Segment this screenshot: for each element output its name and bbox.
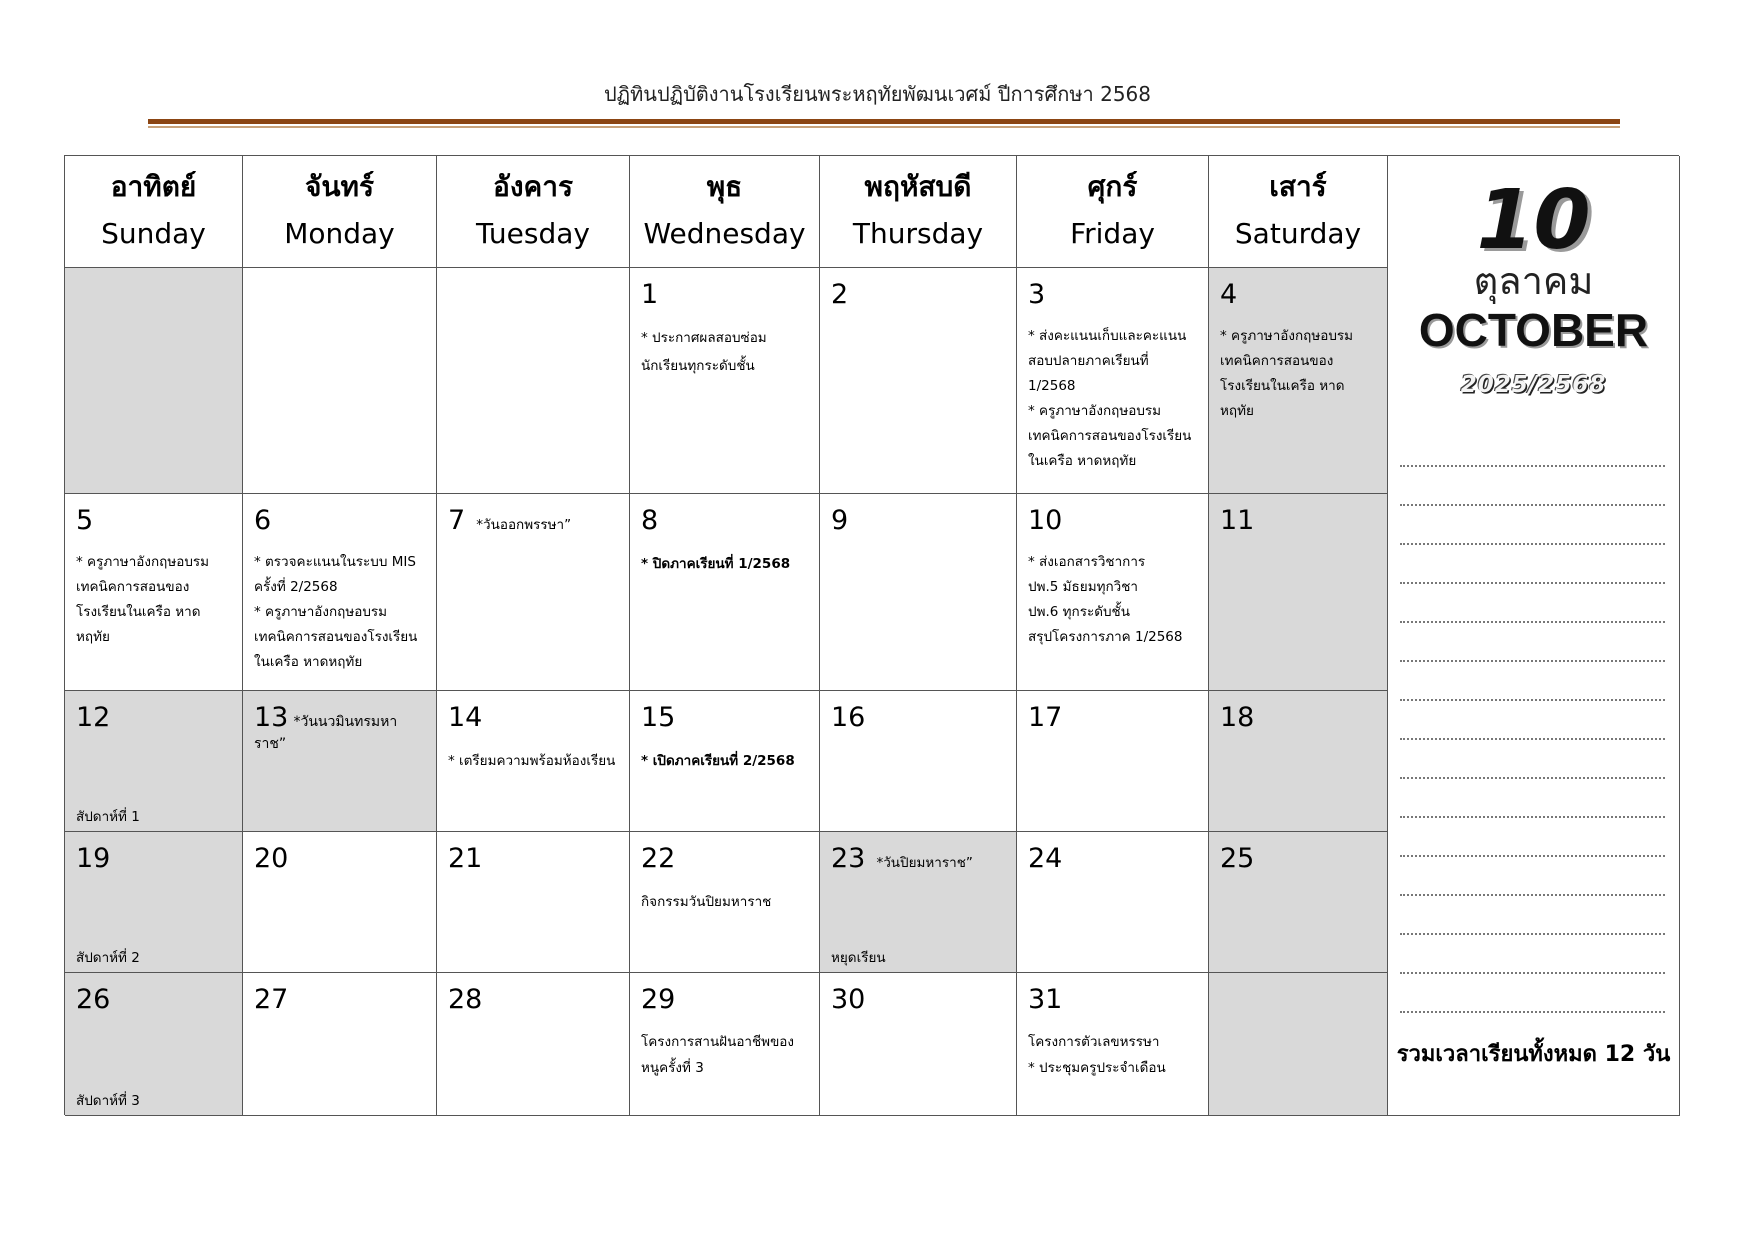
day-notes: * ปิดภาคเรียนที่ 1/2568: [641, 556, 791, 572]
empty-day-cell: [243, 268, 437, 494]
day-cell-11: [1209, 494, 1388, 691]
page-title: ปฏิทินปฏิบัติงานโรงเรียนพระหฤทัยพัฒนเวศม์ ปีการศึกษา 2568: [603, 82, 1151, 106]
day-notes: * ส่งคะแนนเก็บและคะแนน สอบปลายภาคเรียนที่ 1/2568 * ครูภาษาอังกฤษอบรม เทคนิคการสอนของโรงเรียน ในเครือ หาดหฤทัย: [1028, 328, 1192, 469]
day-cell-27: [243, 973, 437, 1116]
dotted-line: [1400, 623, 1665, 662]
dotted-line: [1400, 428, 1665, 467]
day-cell-6: [243, 494, 437, 691]
day-cell-21: [437, 832, 630, 973]
day-cell-12: [65, 691, 243, 832]
weekday-th: พุธ: [706, 169, 743, 203]
day-number: 20: [254, 843, 289, 874]
day-number: 12: [76, 702, 111, 733]
month-number: 10: [1476, 173, 1591, 268]
year-label: 2025/2568: [1460, 372, 1607, 398]
empty-day-cell: [65, 268, 243, 494]
weekday-en: Saturday: [1234, 216, 1362, 250]
day-cell-15: [630, 691, 820, 832]
weekday-en: Tuesday: [476, 216, 590, 250]
day-number: 25: [1220, 843, 1255, 874]
empty-day-cell: [1209, 973, 1388, 1116]
day-cell-14: [437, 691, 630, 832]
day-cell-10: [1017, 494, 1209, 691]
day-cell-26: [65, 973, 243, 1116]
day-number: 7: [448, 505, 466, 536]
day-number: 23: [831, 843, 866, 874]
day-notes: * เปิดภาคเรียนที่ 2/2568: [641, 753, 795, 769]
day-number: 9: [831, 505, 849, 536]
day-notes: โครงการสานฝันอาชีพของ หนูครั้งที่ 3: [641, 1034, 794, 1076]
day-number: 16: [831, 702, 866, 733]
day-cell-7: [437, 494, 630, 691]
day-number: 14: [448, 702, 483, 733]
day-cell-29: [630, 973, 820, 1116]
day-notes: * ครูภาษาอังกฤษอบรม เทคนิคการสอนของ โรงเรียนในเครือ หาดหฤทัย: [1220, 328, 1354, 419]
empty-day-cell: [437, 268, 630, 494]
day-number: 19: [76, 843, 111, 874]
header-tuesday: [437, 156, 630, 268]
day-cell-16: [820, 691, 1017, 832]
day-number: 4: [1220, 279, 1238, 310]
day-number: 10: [1028, 505, 1063, 536]
day-number: 30: [831, 984, 866, 1015]
day-cell-28: [437, 973, 630, 1116]
weekday-th: จันทร์: [304, 169, 375, 203]
day-number: 11: [1220, 505, 1255, 536]
weekday-th: พฤหัสบดี: [864, 169, 972, 203]
week-label: สัปดาห์ที่ 2: [76, 950, 140, 966]
week-label: สัปดาห์ที่ 1: [76, 809, 140, 825]
day-cell-13: [243, 691, 437, 832]
no-school-label: หยุดเรียน: [831, 950, 886, 966]
calendar-grid: [64, 155, 1679, 1115]
day-cell-30: [820, 973, 1017, 1116]
day-notes: * เตรียมความพร้อมห้องเรียน: [448, 753, 616, 769]
day-number: 18: [1220, 702, 1255, 733]
day-cell-18: [1209, 691, 1388, 832]
day-number: 26: [76, 984, 111, 1015]
week-label: สัปดาห์ที่ 3: [76, 1093, 140, 1109]
day-number: 15: [641, 702, 676, 733]
day-cell-31: [1017, 973, 1209, 1116]
day-cell-4: [1209, 268, 1388, 494]
day-number: 21: [448, 843, 483, 874]
header-monday: [243, 156, 437, 268]
day-notes: โครงการตัวเลขหรรษา * ประชุมครูประจำเดือน: [1028, 1034, 1166, 1076]
dotted-line: [1400, 545, 1665, 584]
weekday-en: Monday: [284, 216, 395, 250]
note-lines: [1400, 428, 1665, 1013]
holiday-label: *วันออกพรรษา”: [476, 517, 572, 533]
dotted-line: [1400, 896, 1665, 935]
dotted-line: [1400, 935, 1665, 974]
day-notes: * ประกาศผลสอบซ่อม นักเรียนทุกระดับชั้น: [641, 330, 767, 374]
day-cell-17: [1017, 691, 1209, 832]
month-name-thai: ตุลาคม: [1473, 259, 1594, 303]
dotted-line: [1400, 701, 1665, 740]
day-number: 2: [831, 279, 849, 310]
dotted-line: [1400, 467, 1665, 506]
day-cell-8: [630, 494, 820, 691]
day-cell-3: [1017, 268, 1209, 494]
weekday-th: ศุกร์: [1087, 169, 1138, 203]
header-saturday: [1209, 156, 1388, 268]
day-number: 28: [448, 984, 483, 1015]
header-friday: [1017, 156, 1209, 268]
day-number: 6: [254, 505, 272, 536]
day-number: 29: [641, 984, 676, 1015]
dotted-line: [1400, 740, 1665, 779]
holiday-label: *วันนวมินทรมหาราช”: [254, 714, 398, 752]
day-number: 8: [641, 505, 659, 536]
day-cell-23: [820, 832, 1017, 973]
day-number: 1: [641, 279, 659, 310]
day-number: 31: [1028, 984, 1063, 1015]
day-number: 3: [1028, 279, 1046, 310]
day-cell-9: [820, 494, 1017, 691]
weekday-en: Thursday: [852, 216, 984, 250]
day-number: 13: [254, 702, 289, 733]
title-rule-thick: [148, 119, 1620, 124]
month-sidebar: [1388, 156, 1680, 1116]
weekday-en: Wednesday: [643, 216, 806, 250]
day-cell-2: [820, 268, 1017, 494]
day-cell-24: [1017, 832, 1209, 973]
holiday-label: *วันปิยมหาราช”: [876, 855, 973, 871]
day-number: 17: [1028, 702, 1063, 733]
weekday-en: Friday: [1070, 216, 1155, 250]
day-cell-5: [65, 494, 243, 691]
weekday-th: เสาร์: [1269, 169, 1327, 203]
weekday-th: อาทิตย์: [110, 169, 197, 203]
total-school-days: รวมเวลาเรียนทั้งหมด 12 วัน: [1396, 1042, 1671, 1067]
dotted-line: [1400, 584, 1665, 623]
month-name-english: OCTOBER: [1418, 304, 1649, 356]
day-cell-25: [1209, 832, 1388, 973]
header-wednesday: [630, 156, 820, 268]
day-cell-1: [630, 268, 820, 494]
weekday-en: Sunday: [101, 216, 206, 250]
day-notes: * ครูภาษาอังกฤษอบรม เทคนิคการสอนของ โรงเรียนในเครือ หาดหฤทัย: [76, 554, 210, 645]
header-thursday: [820, 156, 1017, 268]
dotted-line: [1400, 662, 1665, 701]
day-notes: กิจกรรมวันปิยมหาราช: [641, 894, 772, 910]
dotted-line: [1400, 818, 1665, 857]
day-number: 27: [254, 984, 289, 1015]
day-notes: * ส่งเอกสารวิชาการ ปพ.5 มัธยมทุกวิชา ปพ.6 ทุกระดับชั้น สรุปโครงการภาค 1/2568: [1028, 554, 1183, 645]
dotted-line: [1400, 857, 1665, 896]
day-number: 22: [641, 843, 676, 874]
dotted-line: [1400, 974, 1665, 1013]
day-number: 24: [1028, 843, 1063, 874]
day-notes: * ตรวจคะแนนในระบบ MIS ครั้งที่ 2/2568 * ครูภาษาอังกฤษอบรม เทคนิคการสอนของโรงเรียน ในเครือ หาดหฤทัย: [254, 554, 418, 670]
day-cell-19: [65, 832, 243, 973]
day-cell-22: [630, 832, 820, 973]
day-number: 5: [76, 505, 94, 536]
header-sunday: [65, 156, 243, 268]
dotted-line: [1400, 506, 1665, 545]
dotted-line: [1400, 779, 1665, 818]
day-cell-20: [243, 832, 437, 973]
weekday-th: อังคาร: [493, 169, 573, 203]
title-rule-thin: [148, 126, 1620, 128]
